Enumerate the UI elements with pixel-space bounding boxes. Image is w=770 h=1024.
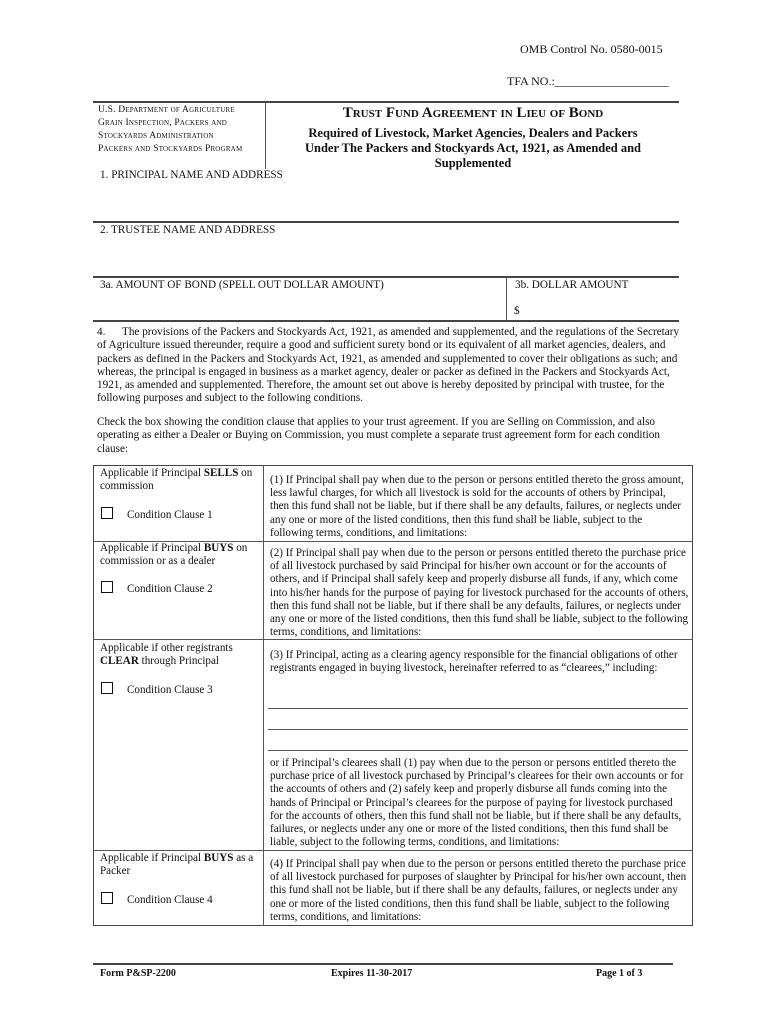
clause-1-text: (1) If Principal shall pay when due to the person or persons entitled thereto the gross amount, less lawful charges, for which all livestock is sold for the accounts of others by Principal, then this fund shall not be liable, but if there shall be any defaults, failures, or neglects under any one or more of the listed conditions, then this fund shall be liable, subject to the following terms, conditions, and limitations: — [270, 474, 684, 539]
principal-name-address-label: 1. PRINCIPAL NAME AND ADDRESS — [100, 169, 283, 181]
header-top-rule — [93, 101, 679, 103]
clause-1-checkbox[interactable] — [101, 507, 113, 519]
department-line-4: Packers and Stockyards Program — [98, 144, 243, 154]
clause-2-checkbox-label: Condition Clause 2 — [127, 583, 213, 595]
clause-2-option[interactable] — [101, 581, 213, 596]
clause-4-text: (4) If Principal shall pay when due to the person or persons entitled thereto the purchase price of all livestock purchased for purposes of slaughter by Principal for his/her own account, then this fund shall not be liable, but if there shall be any defaults, failures, or neglects under any one or more of the listed conditions, then this fund shall be liable, subject to the following terms, conditions, and limitations: — [270, 858, 687, 923]
form-title: Trust Fund Agreement in Lieu of Bond — [342, 105, 604, 121]
section-4-number: 4. — [97, 326, 106, 338]
clause-4-applicability: Applicable if Principal BUYS as a Packer — [100, 852, 254, 878]
title-block — [266, 105, 680, 171]
field1-bottom-rule — [93, 221, 679, 223]
form-subtitle-line-3: Supplemented — [434, 156, 512, 170]
trustee-name-address-field[interactable] — [93, 239, 679, 275]
field2-bottom-rule — [93, 276, 679, 278]
dollar-sign: $ — [514, 305, 520, 317]
clause-3-continuation: or if Principal’s clearees shall (1) pay when due to the person or persons entitled thereto the purchase price of all livestock purchased by Principal’s clearees for their own accounts or for the accounts of others and (2) safely keep and properly disburse all funds coming into the hands of Principal or Principal’s clearees for the purpose of paying for livestock purchased for the accounts of others, then this fund shall not be liable, but if there shall be any defaults, failures, or neglects under any one or more of the listed conditions, then this fund shall be liable, subject to the following terms, conditions, and limitations: — [270, 757, 684, 849]
principal-name-address-field[interactable] — [93, 184, 679, 220]
section-4-text: The provisions of the Packers and Stockyards Act, 1921, as amended and supplemented, and the regulations of the Secretary of Agriculture issued thereunder, require a good and sufficient surety bond or its equivalent of all market agencies, dealers, and packers as defined in the Packers and Stockyards Act, 1921, as amended and supplemented to cover their obligations as such; and whereas, the principal is engaged in business as a market agency, dealer or packer as defined in the Packers and Stockyards Act, 1921, as amended and supplemented. Therefore, the amount set out above is hereby deposited by principal with trustee, for the following purposes and subject to the following conditions. — [97, 326, 680, 405]
page-number: Page 1 of 3 — [596, 968, 643, 979]
clearee-line-1[interactable] — [268, 708, 688, 709]
trustee-name-address-label: 2. TRUSTEE NAME AND ADDRESS — [100, 224, 276, 236]
department-line-3: Stockyards Administration — [98, 131, 214, 141]
clause-4-checkbox[interactable] — [101, 892, 113, 904]
clause-3-checkbox[interactable] — [101, 682, 113, 694]
clause-1-checkbox-label: Condition Clause 1 — [127, 509, 213, 521]
department-block — [98, 104, 263, 156]
clause-1-option[interactable] — [101, 507, 213, 522]
table-column-divider — [263, 465, 264, 926]
department-line-1: U.S. Department of Agriculture — [98, 105, 235, 115]
footer-rule — [93, 963, 673, 965]
field3-divider — [506, 276, 507, 320]
instructions-paragraph: Check the box showing the condition clause that applies to your trust agreement. If you are Selling on Commission, and also operating as either a Dealer or Buying on Commission, you must complete a separate trust agreement form for each condition clause: — [97, 416, 660, 455]
clearee-line-3[interactable] — [268, 750, 688, 751]
expiration-date: Expires 11-30-2017 — [331, 968, 413, 979]
dollar-amount-label: 3b. DOLLAR AMOUNT — [515, 279, 629, 291]
amount-spelled-field[interactable] — [96, 294, 502, 318]
clause-3-checkbox-label: Condition Clause 3 — [127, 684, 213, 696]
clause-4-option[interactable] — [101, 892, 213, 907]
department-line-2: Grain Inspection, Packers and — [98, 118, 228, 128]
form-subtitle-line-1: Required of Livestock, Market Agencies, Dealers and Packers — [308, 126, 638, 140]
clause-3-applicability: Applicable if other registrants CLEAR through Principal — [100, 642, 233, 668]
clause-3-option[interactable] — [101, 682, 213, 697]
clause-2-checkbox[interactable] — [101, 581, 113, 593]
form-subtitle-line-2: Under The Packers and Stockyards Act, 1921, as Amended and — [304, 141, 642, 155]
clause-1-applicability: Applicable if Principal SELLS on commission — [100, 467, 253, 493]
tfa-number-field[interactable]: TFA NO.:___________________ — [507, 74, 669, 88]
clause-2-applicability: Applicable if Principal BUYS on commission or as a dealer — [100, 542, 248, 568]
dollar-amount-field[interactable] — [524, 301, 674, 319]
section-4-paragraph — [97, 326, 683, 406]
clearee-line-2[interactable] — [268, 729, 688, 730]
row-3-rule — [93, 850, 693, 851]
clause-3-text: (3) If Principal, acting as a clearing agency responsible for the financial obligations of other registrants engaged in buying livestock, hereinafter referred to as “clearees,” including: — [270, 649, 678, 675]
clause-2-text: (2) If Principal shall pay when due to the person or persons entitled thereto the purchase price of all livestock purchased by said Principal for his/her own account or for the accounts of others, and if Principal shall safely keep and properly disburse all funds, if any, which come into his/her hands for the purpose of paying for livestock purchased for the accounts of others, then this fund shall not be liable, but if there shall be any defaults, failures, or neglects under any one or more of the listed conditions, then this fund shall be liable, subject to the following terms, conditions, and limitations: — [270, 547, 689, 639]
field3-bottom-rule — [93, 320, 679, 322]
amount-spelled-label: 3a. AMOUNT OF BOND (SPELL OUT DOLLAR AMOUNT) — [100, 279, 384, 291]
omb-control-number: OMB Control No. 0580-0015 — [520, 42, 663, 56]
form-number: Form P&SP-2200 — [100, 968, 176, 979]
clause-4-checkbox-label: Condition Clause 4 — [127, 894, 213, 906]
